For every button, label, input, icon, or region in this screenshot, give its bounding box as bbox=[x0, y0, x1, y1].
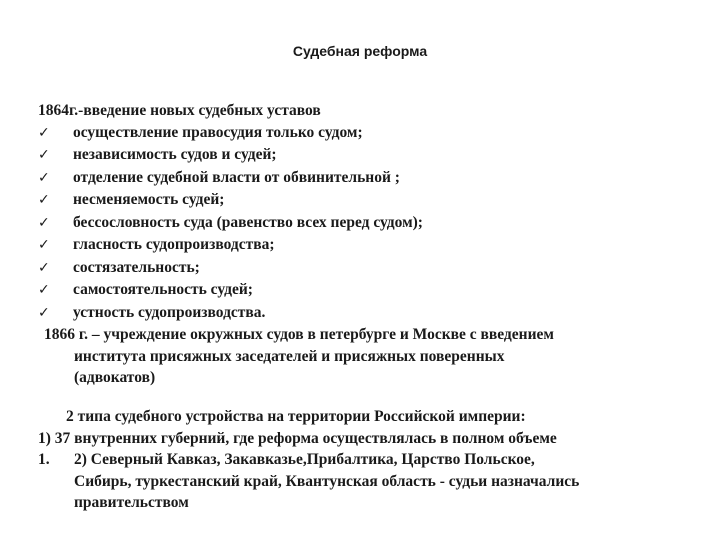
principle-item bbox=[38, 122, 554, 145]
principle-text: несменяемость судей; bbox=[73, 191, 225, 208]
reform-1866-line2: института присяжных заседателей и присяжных поверенных bbox=[74, 347, 505, 365]
principle-text: бессословность суда (равенство всех перед судом); bbox=[73, 213, 423, 231]
checkmark-icon: ✓ bbox=[38, 282, 50, 298]
principle-text: отделение судебной власти от обвинительной ; bbox=[73, 168, 400, 186]
reform-1866-line3: (адвокатов) bbox=[74, 369, 156, 386]
checkmark-icon: ✓ bbox=[38, 304, 50, 321]
list-number: 1. bbox=[38, 451, 50, 468]
court-type-item-2 bbox=[38, 449, 579, 471]
checkmark-icon: ✓ bbox=[38, 214, 50, 231]
checkmark-icon: ✓ bbox=[38, 169, 50, 186]
court-type-item-2-line3: правительством bbox=[74, 494, 189, 511]
principle-item bbox=[38, 257, 554, 280]
principle-item bbox=[38, 234, 554, 257]
principle-text: самостоятельность судей; bbox=[73, 281, 253, 298]
principle-text: устность судопроизводства. bbox=[73, 303, 266, 321]
principle-item bbox=[38, 189, 554, 212]
checkmark-icon: ✓ bbox=[38, 259, 50, 276]
checkmark-icon: ✓ bbox=[38, 147, 50, 163]
reform-1864-section bbox=[38, 100, 554, 389]
court-type-item-1: 1) 37 внутренних губерний, где реформа осуществлялась в полном объеме bbox=[38, 429, 557, 447]
principle-item bbox=[38, 167, 554, 190]
principle-item bbox=[38, 144, 554, 167]
principle-text: состязательность; bbox=[73, 258, 200, 276]
checkmark-icon: ✓ bbox=[38, 124, 50, 141]
checkmark-icon: ✓ bbox=[38, 237, 50, 253]
court-types-title: 2 типа судебного устройства на территории Российской империи: bbox=[66, 408, 526, 425]
principle-text: независимость судов и судей; bbox=[73, 146, 277, 163]
principle-text: гласность судопроизводства; bbox=[73, 236, 275, 253]
checkmark-icon: ✓ bbox=[38, 192, 50, 208]
court-type-item-2-line2: Сибирь, туркестанский край, Квантунская область - судьи назначались bbox=[74, 472, 580, 490]
principle-text: осуществление правосудия только судом; bbox=[73, 123, 363, 141]
principle-item bbox=[38, 279, 554, 302]
principle-item bbox=[38, 212, 554, 235]
court-types-section bbox=[38, 406, 579, 514]
slide-title: Судебная реформа bbox=[292, 43, 428, 59]
court-type-item-2-line1: 2) Северный Кавказ, Закавказье,Прибалтика, Царство Польское, bbox=[74, 451, 535, 468]
principle-item bbox=[38, 302, 554, 325]
intro-line: 1864г.-введение новых судебных уставов bbox=[38, 102, 321, 119]
reform-1866-line1: 1866 г. – учреждение окружных судов в петербурге и Москве с введением bbox=[44, 326, 554, 343]
